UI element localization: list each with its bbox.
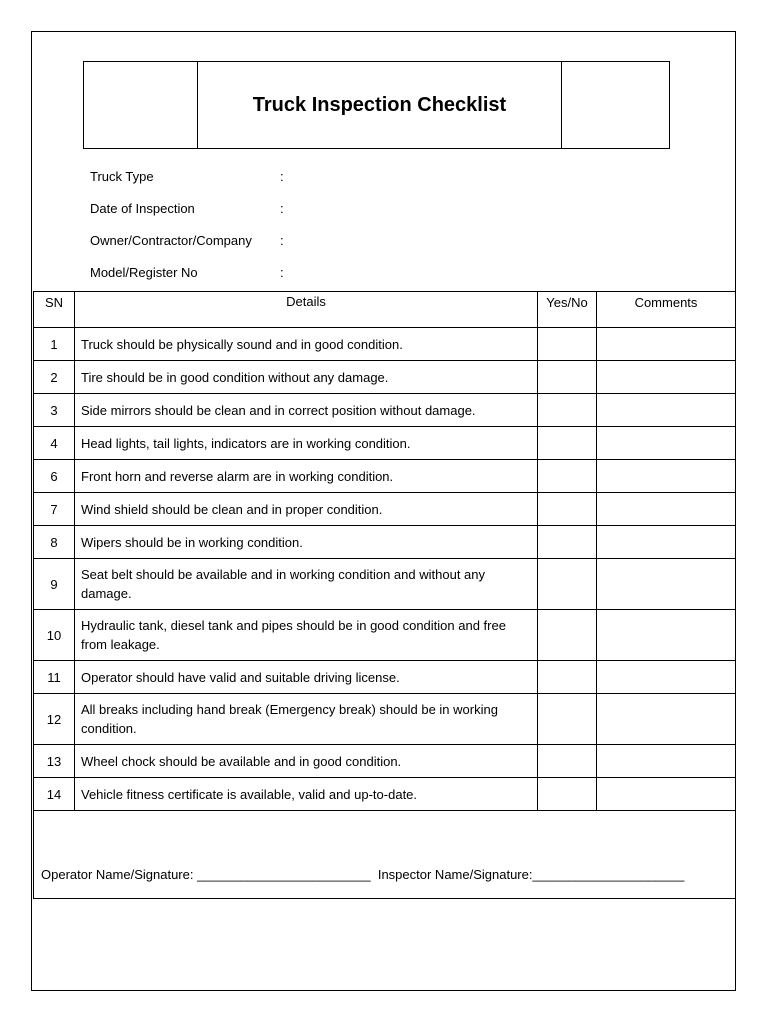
row-yesno-cell[interactable] [538, 745, 597, 778]
row-comments-cell[interactable] [597, 661, 736, 694]
row-comments-cell[interactable] [597, 526, 736, 559]
row-details: Front horn and reverse alarm are in working condition. [75, 460, 538, 493]
row-sn: 2 [34, 361, 75, 394]
header-comments: Comments [597, 292, 736, 328]
info-separator: : [280, 232, 284, 248]
inspector-signature: Inspector Name/Signature:_____________________ [377, 867, 685, 882]
row-details: Vehicle fitness certificate is available, valid and up-to-date. [75, 778, 538, 811]
row-yesno-cell[interactable] [538, 559, 597, 610]
row-details: Wheel chock should be available and in good condition. [75, 745, 538, 778]
row-yesno-cell[interactable] [538, 610, 597, 661]
row-yesno-cell[interactable] [538, 361, 597, 394]
table-row [34, 328, 736, 361]
signature-line [41, 867, 684, 882]
row-comments-cell[interactable] [597, 745, 736, 778]
table-row [34, 394, 736, 427]
info-label: Model/Register No [90, 264, 198, 280]
row-yesno-cell[interactable] [538, 493, 597, 526]
table-header-row [34, 292, 736, 328]
table-row [34, 745, 736, 778]
row-yesno-cell[interactable] [538, 328, 597, 361]
row-details: Head lights, tail lights, indicators are in working condition. [75, 427, 538, 460]
row-comments-cell[interactable] [597, 427, 736, 460]
row-sn: 4 [34, 427, 75, 460]
info-label: Date of Inspection [90, 200, 195, 216]
info-label: Owner/Contractor/Company [90, 232, 252, 248]
table-row [34, 694, 736, 745]
row-comments-cell[interactable] [597, 394, 736, 427]
row-sn: 8 [34, 526, 75, 559]
header-right-cell [561, 62, 669, 148]
row-yesno-cell[interactable] [538, 694, 597, 745]
info-label: Truck Type [90, 168, 154, 184]
row-yesno-cell[interactable] [538, 526, 597, 559]
row-sn: 11 [34, 661, 75, 694]
table-row [34, 559, 736, 610]
row-details: Hydraulic tank, diesel tank and pipes should be in good condition and free from leakage. [75, 610, 538, 661]
row-details: Wind shield should be clean and in proper condition. [75, 493, 538, 526]
operator-signature: Operator Name/Signature: ________________________ [41, 867, 371, 882]
row-comments-cell[interactable] [597, 559, 736, 610]
row-details: Operator should have valid and suitable driving license. [75, 661, 538, 694]
title-header-box [83, 61, 670, 149]
table-row [34, 526, 736, 559]
row-comments-cell[interactable] [597, 493, 736, 526]
header-sn: SN [34, 292, 75, 328]
row-comments-cell[interactable] [597, 610, 736, 661]
info-separator: : [280, 168, 284, 184]
header-logo-cell [84, 62, 198, 148]
row-sn: 10 [34, 610, 75, 661]
table-row [34, 427, 736, 460]
signature-box [33, 803, 736, 899]
row-comments-cell[interactable] [597, 361, 736, 394]
row-comments-cell[interactable] [597, 460, 736, 493]
row-yesno-cell[interactable] [538, 460, 597, 493]
table-row [34, 610, 736, 661]
header-yesno: Yes/No [538, 292, 597, 328]
row-details: Side mirrors should be clean and in correct position without damage. [75, 394, 538, 427]
row-comments-cell[interactable] [597, 694, 736, 745]
table-row [34, 661, 736, 694]
info-row-model [90, 256, 490, 288]
row-yesno-cell[interactable] [538, 661, 597, 694]
row-details: Tire should be in good condition without any damage. [75, 361, 538, 394]
checklist-table [33, 291, 736, 811]
info-fields [90, 160, 490, 288]
row-sn: 13 [34, 745, 75, 778]
row-comments-cell[interactable] [597, 328, 736, 361]
row-sn: 3 [34, 394, 75, 427]
row-sn: 9 [34, 559, 75, 610]
row-sn: 1 [34, 328, 75, 361]
info-row-date [90, 192, 490, 224]
table-row [34, 493, 736, 526]
table-row [34, 361, 736, 394]
info-separator: : [280, 200, 284, 216]
row-yesno-cell[interactable] [538, 427, 597, 460]
row-sn: 6 [34, 460, 75, 493]
table-row [34, 460, 736, 493]
row-details: Wipers should be in working condition. [75, 526, 538, 559]
row-details: All breaks including hand break (Emergency break) should be in working condition. [75, 694, 538, 745]
row-sn: 7 [34, 493, 75, 526]
row-sn: 14 [34, 778, 75, 811]
document-title: Truck Inspection Checklist [252, 93, 507, 116]
row-sn: 12 [34, 694, 75, 745]
header-details: Details [75, 292, 538, 328]
info-separator: : [280, 264, 284, 280]
row-details: Seat belt should be available and in working condition and without any damage. [75, 559, 538, 610]
row-details: Truck should be physically sound and in good condition. [75, 328, 538, 361]
row-yesno-cell[interactable] [538, 394, 597, 427]
info-row-truck-type [90, 160, 490, 192]
info-row-owner [90, 224, 490, 256]
